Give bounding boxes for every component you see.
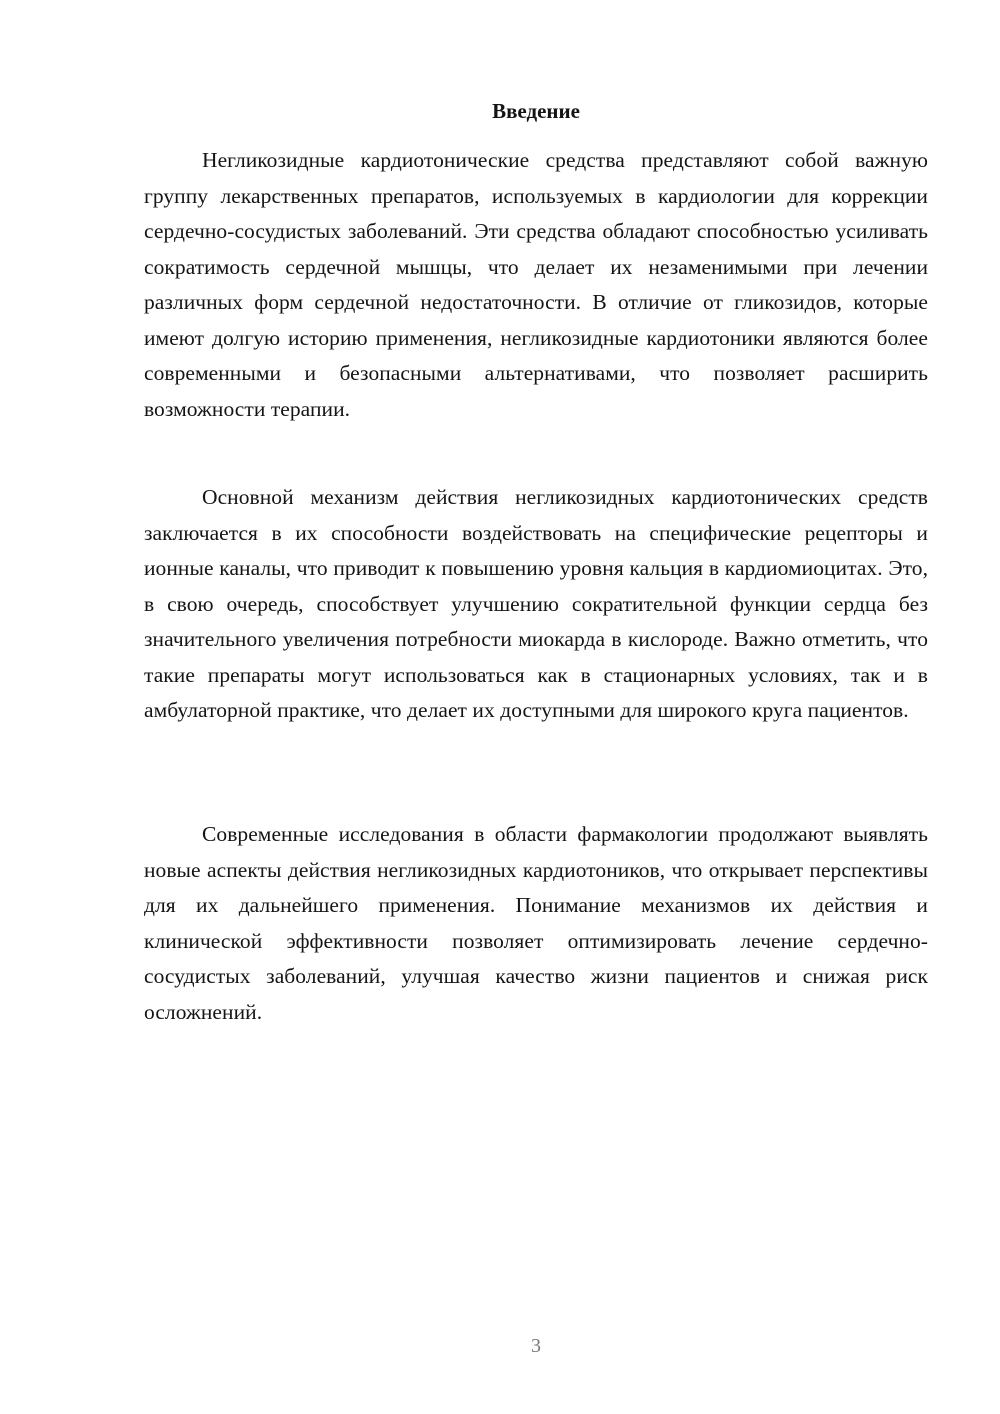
page-number: 3 [531, 1335, 541, 1357]
page-content [144, 96, 928, 1024]
paragraph-1: Негликозидные кардиотонические средства представляют собой важную группу лекарственных препаратов, используемых в кардиологии для коррекции сердечно-сосудистых заболеваний. Эти средства обладают способностью усиливать сократимость сердечной мышцы, что делает их незаменимыми при лечении различных форм сердечной недостаточности. В отличие от гликозидов, которые имеют долгую историю применения, негликозидные кардиотоники являются более современными и безопасными альтернативами, что позволяет расширить возможности терапии. [144, 148, 928, 421]
paragraph-3: Современные исследования в области фармакологии продолжают выявлять новые аспекты действия негликозидных кардиотоников, что открывает перспективы для их дальнейшего применения. Понимание механизмов их действия и клинической эффективности позволяет оптимизировать лечение сердечно-сосудистых заболеваний, улучшая качество жизни пациентов и снижая риск осложнений. [144, 822, 928, 1024]
paragraph-2: Основной механизм действия негликозидных кардиотонических средств заключается в их способности воздействовать на специфические рецепторы и ионные каналы, что приводит к повышению уровня кальция в кардиомиоцитах. Это, в свою очередь, способствует улучшению сократительной функции сердца без значительного увеличения потребности миокарда в кислороде. Важно отметить, что такие препараты могут использоваться как в стационарных условиях, так и в амбулаторной практике, что делает их доступными для широкого круга пациентов. [144, 485, 928, 722]
section-heading: Введение [492, 99, 580, 123]
